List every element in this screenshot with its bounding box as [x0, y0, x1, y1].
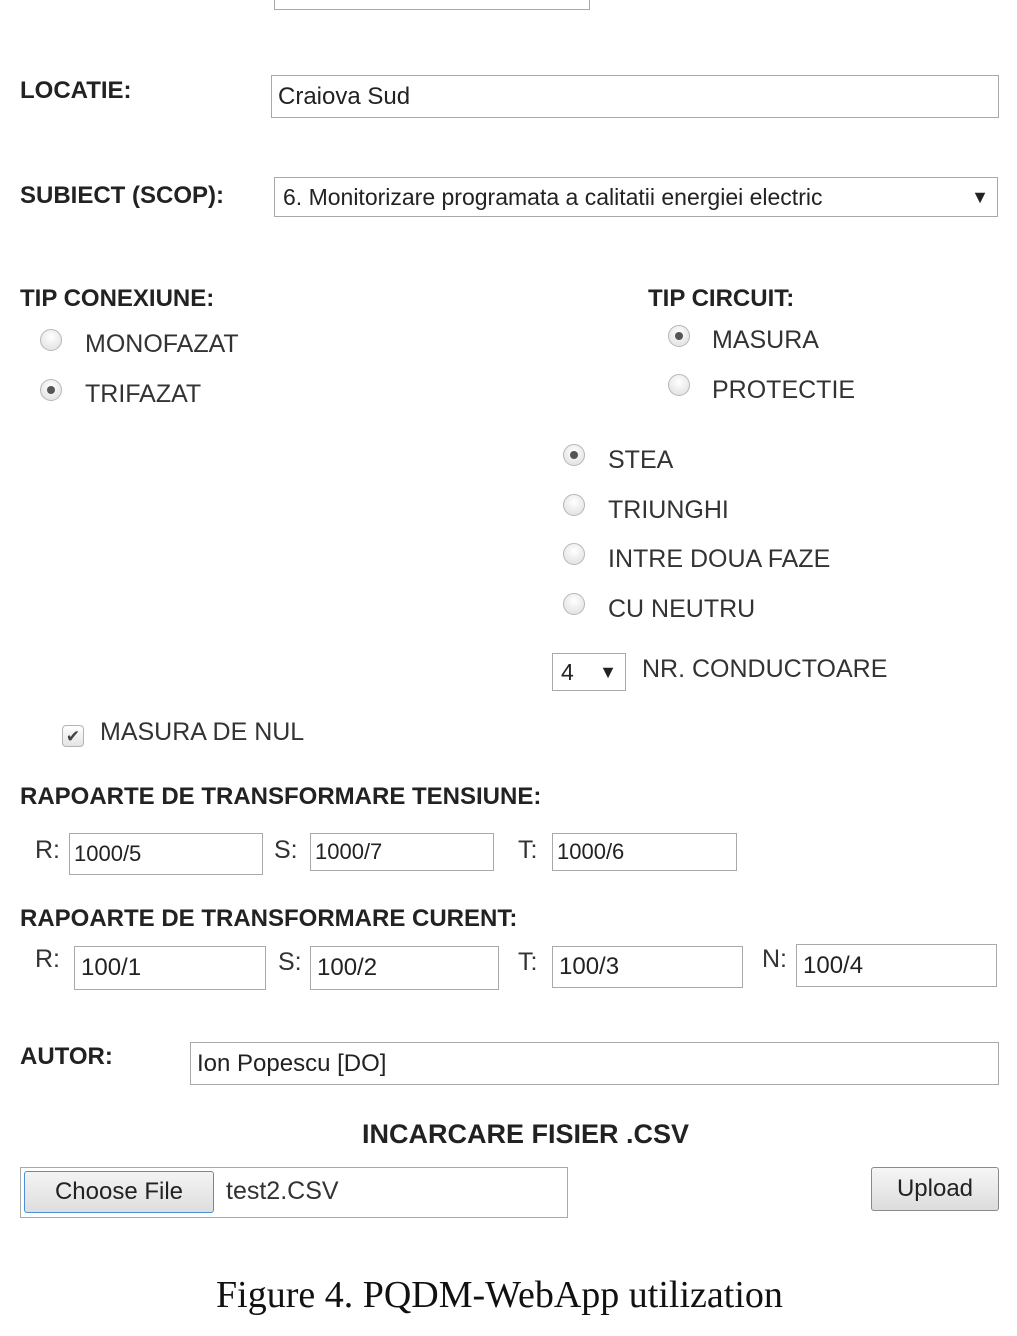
masura-de-nul-label: MASURA DE NUL — [100, 718, 305, 746]
nr-conductoare-select[interactable] — [552, 653, 626, 691]
checkmark-icon: ✔ — [65, 726, 81, 746]
radio-trifazat[interactable] — [40, 379, 62, 401]
upload-heading: INCARCARE FISIER .CSV — [362, 1119, 690, 1149]
radio-stea-label: STEA — [608, 446, 674, 474]
radio-cu-neutru[interactable] — [563, 593, 585, 615]
curent-t-input[interactable]: 100/3 — [552, 946, 743, 988]
tip-circuit-label: TIP CIRCUIT: — [648, 285, 795, 312]
tensiune-r-input[interactable]: 1000/5 — [69, 833, 263, 875]
radio-triunghi-label: TRIUNGHI — [608, 496, 729, 524]
radio-intre-doua-faze[interactable] — [563, 543, 585, 565]
tensiune-s-input[interactable]: 1000/7 — [310, 833, 494, 871]
radio-masura[interactable] — [668, 325, 690, 347]
autor-input[interactable]: Ion Popescu [DO] — [190, 1042, 999, 1085]
radio-trifazat-label: TRIFAZAT — [85, 380, 202, 408]
radio-triunghi[interactable] — [563, 494, 585, 516]
subiect-label: SUBIECT (SCOP): — [20, 182, 224, 209]
selected-file-name: test2.CSV — [226, 1177, 339, 1205]
tensiune-r-label: R: — [35, 836, 60, 864]
radio-monofazat-label: MONOFAZAT — [85, 330, 239, 358]
radio-monofazat[interactable] — [40, 329, 62, 351]
figure-caption: Figure 4. PQDM-WebApp utilization — [216, 1274, 783, 1316]
tensiune-s-label: S: — [274, 836, 298, 864]
rapoarte-tensiune-heading: RAPOARTE DE TRANSFORMARE TENSIUNE: — [20, 783, 542, 810]
curent-s-input[interactable]: 100/2 — [310, 946, 499, 990]
radio-masura-label: MASURA — [712, 326, 819, 354]
radio-stea[interactable] — [563, 444, 585, 466]
locatie-input[interactable]: Craiova Sud — [271, 75, 999, 118]
cut-off-field[interactable] — [274, 0, 590, 10]
nr-conductoare-value: 4 — [561, 658, 574, 685]
file-chooser[interactable] — [20, 1167, 568, 1218]
curent-t-label: T: — [518, 948, 538, 976]
tensiune-t-input[interactable]: 1000/6 — [552, 833, 737, 871]
rapoarte-curent-heading: RAPOARTE DE TRANSFORMARE CURENT: — [20, 905, 518, 932]
tensiune-t-label: T: — [518, 836, 538, 864]
nr-conductoare-label: NR. CONDUCTOARE — [642, 655, 888, 683]
dropdown-arrow-icon: ▼ — [971, 186, 989, 207]
dropdown-arrow-icon: ▼ — [599, 661, 617, 682]
subiect-selected-value: 6. Monitorizare programata a calitatii energiei electric — [283, 183, 823, 210]
upload-button[interactable]: Upload — [871, 1167, 999, 1211]
radio-intre-doua-faze-label: INTRE DOUA FAZE — [608, 545, 831, 573]
curent-r-label: R: — [35, 945, 60, 973]
subiect-select[interactable] — [274, 177, 998, 217]
choose-file-button[interactable]: Choose File — [24, 1171, 214, 1213]
masura-de-nul-checkbox[interactable] — [62, 725, 84, 747]
locatie-label: LOCATIE: — [20, 77, 132, 104]
autor-label: AUTOR: — [20, 1043, 113, 1070]
radio-protectie-label: PROTECTIE — [712, 376, 856, 404]
curent-s-label: S: — [278, 948, 302, 976]
tip-conexiune-label: TIP CONEXIUNE: — [20, 285, 215, 312]
radio-protectie[interactable] — [668, 374, 690, 396]
curent-n-input[interactable]: 100/4 — [796, 944, 997, 987]
curent-n-label: N: — [762, 945, 787, 973]
radio-cu-neutru-label: CU NEUTRU — [608, 595, 756, 623]
curent-r-input[interactable]: 100/1 — [74, 946, 266, 990]
